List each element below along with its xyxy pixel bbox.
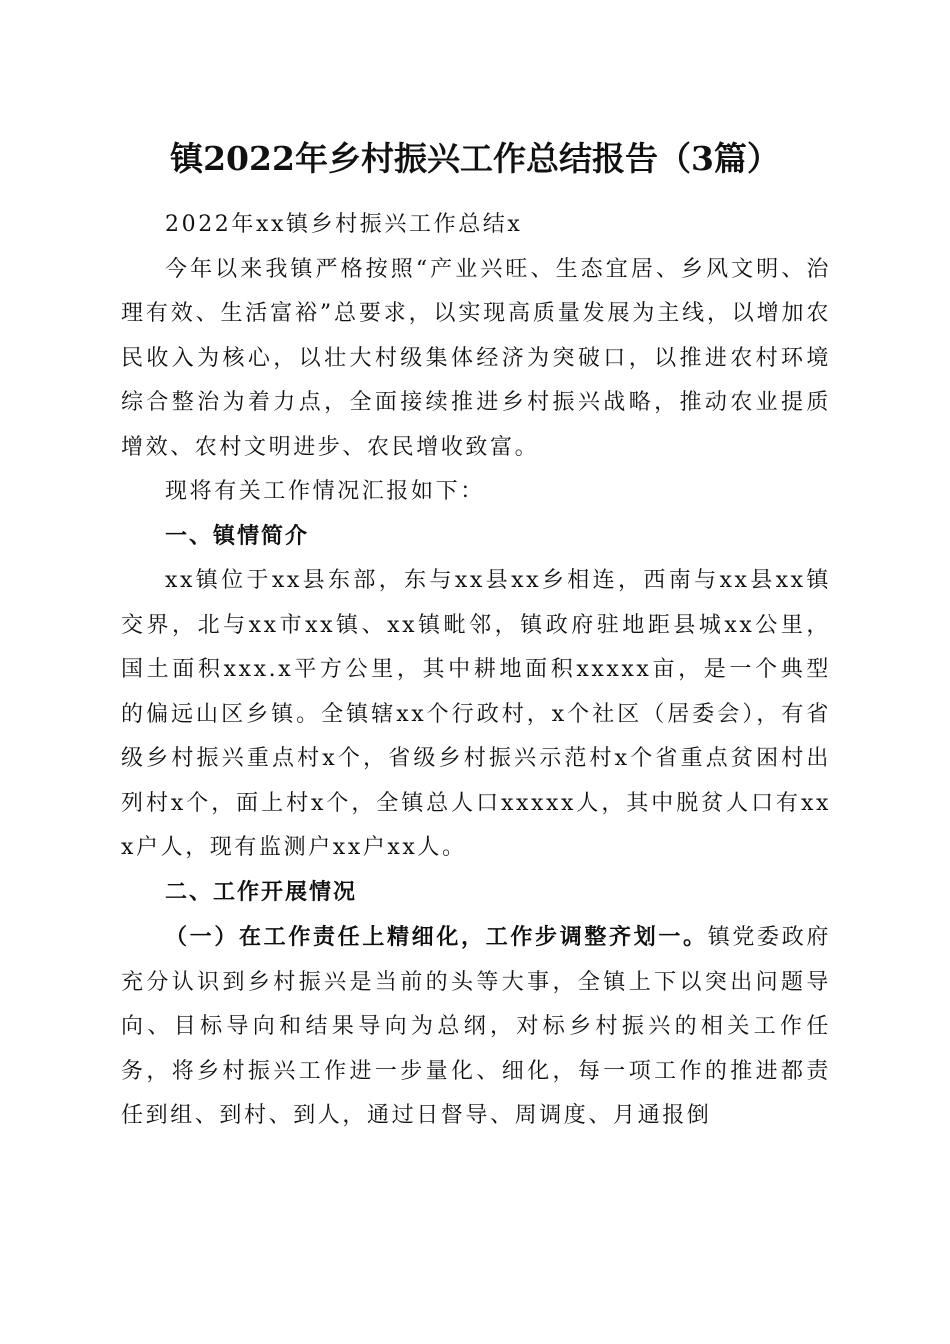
work-item-text: 镇党委政府充分认识到乡村振兴是当前的头等大事，全镇上下以突出问题导向、目标导向和结果导向为总纲，对标乡村振兴的相关工作任务，将乡村振兴工作进一步量化、细化，每一项工作的推进都责任到组、到村、到人，通过日督导、周调度、月通报倒 [121, 925, 831, 1128]
section-heading-town-profile: 一、镇情简介 [165, 523, 310, 549]
town-profile-paragraph: xx镇位于xx县东部，东与xx县xx乡相连，西南与xx县xx镇交界，北与xx市xx镇、xx镇毗邻，镇政府驻地距县城xx公里，国土面积xxx.x平方公里，其中耕地面积xxxxx亩，是一个典型的偏远山区乡镇。全镇辖xx个行政村，x个社区（居委会），有省级乡村振兴重点村x个，省级乡村振兴示范村x个省重点贫困村出列村x个，面上村x个，全镇总人口xxxxx人，其中脱贫人口有xxx户人，现有监测户xx户xx人。 [121, 568, 831, 860]
intro-paragraph: 今年以来我镇严格按照“产业兴旺、生态宜居、乡风文明、治理有效、生活富裕”总要求，以实现高质量发展为主线，以增加农民收入为核心，以壮大村级集体经济为突破口，以推进农村环境综合整治为着力点，全面接续推进乡村振兴战略，推动农业提质增效、农村文明进步、农民增收致富。 [121, 256, 831, 460]
document-subtitle: 2022年xx镇乡村振兴工作总结x [165, 212, 523, 237]
document-body [121, 203, 831, 1139]
document-title: 镇2022年乡村振兴工作总结报告（3篇） [170, 139, 780, 178]
work-item-lead: （一）在工作责任上精细化，工作步调整齐划一。 [165, 924, 708, 950]
report-line: 现将有关工作情况汇报如下： [165, 479, 485, 504]
section-heading-work-progress: 二、工作开展情况 [165, 879, 358, 905]
work-item-paragraph [121, 915, 831, 1139]
